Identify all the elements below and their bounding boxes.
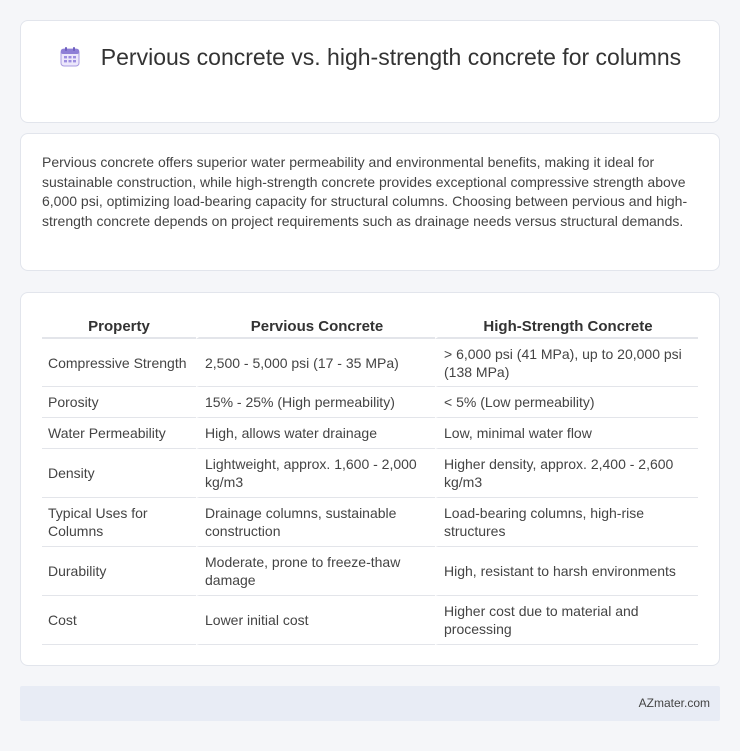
cell-pervious: 2,500 - 5,000 psi (17 - 35 MPa) — [196, 339, 435, 387]
cell-property: Compressive Strength — [42, 339, 196, 387]
cell-high-strength: Higher density, approx. 2,400 - 2,600 kg/m3 — [435, 449, 698, 498]
cell-high-strength: < 5% (Low permeability) — [435, 387, 698, 418]
summary-text: Pervious concrete offers superior water permeability and environmental benefits, making it ideal for sustainable construction, while high-strength concrete provides exceptional compressive strength above 6,000 psi, optimizing load-bearing capacity for structural columns. Choosing between pervious and high-strength concrete depends on project requirements such as drainage needs versus structural demands. — [42, 154, 688, 229]
cell-property: Durability — [42, 547, 196, 596]
footer-bar — [20, 686, 720, 721]
header-pervious: Pervious Concrete — [196, 315, 435, 339]
cell-pervious: Drainage columns, sustainable construction — [196, 498, 435, 547]
table-header-row — [42, 315, 698, 339]
page-title-text: Pervious concrete vs. high-strength concrete for columns — [100, 44, 682, 70]
table-row — [42, 449, 698, 498]
cell-property: Water Permeability — [42, 418, 196, 449]
cell-high-strength: Load-bearing columns, high-rise structures — [435, 498, 698, 547]
table-row — [42, 418, 698, 449]
table-row — [42, 387, 698, 418]
cell-high-strength: High, resistant to harsh environments — [435, 547, 698, 596]
table-row — [42, 547, 698, 596]
table-row — [42, 498, 698, 547]
page-title — [21, 43, 719, 72]
cell-pervious: High, allows water drainage — [196, 418, 435, 449]
table-row — [42, 339, 698, 387]
cell-property: Typical Uses for Columns — [42, 498, 196, 547]
comparison-table — [42, 315, 698, 645]
title-card — [20, 20, 720, 123]
header-property: Property — [42, 315, 196, 339]
cell-high-strength: Higher cost due to material and processing — [435, 596, 698, 645]
cell-high-strength: > 6,000 psi (41 MPa), up to 20,000 psi (138 MPa) — [435, 339, 698, 387]
cell-pervious: 15% - 25% (High permeability) — [196, 387, 435, 418]
cell-property: Cost — [42, 596, 196, 645]
comparison-card — [20, 292, 720, 666]
footer-brand[interactable]: AZmater.com — [638, 696, 710, 710]
table-row — [42, 596, 698, 645]
cell-high-strength: Low, minimal water flow — [435, 418, 698, 449]
summary-card — [20, 133, 720, 271]
cell-pervious: Lightweight, approx. 1,600 - 2,000 kg/m3 — [196, 449, 435, 498]
cell-pervious: Moderate, prone to freeze-thaw damage — [196, 547, 435, 596]
calendar-icon — [59, 46, 81, 68]
cell-property: Porosity — [42, 387, 196, 418]
cell-property: Density — [42, 449, 196, 498]
header-high-strength: High-Strength Concrete — [435, 315, 698, 339]
cell-pervious: Lower initial cost — [196, 596, 435, 645]
